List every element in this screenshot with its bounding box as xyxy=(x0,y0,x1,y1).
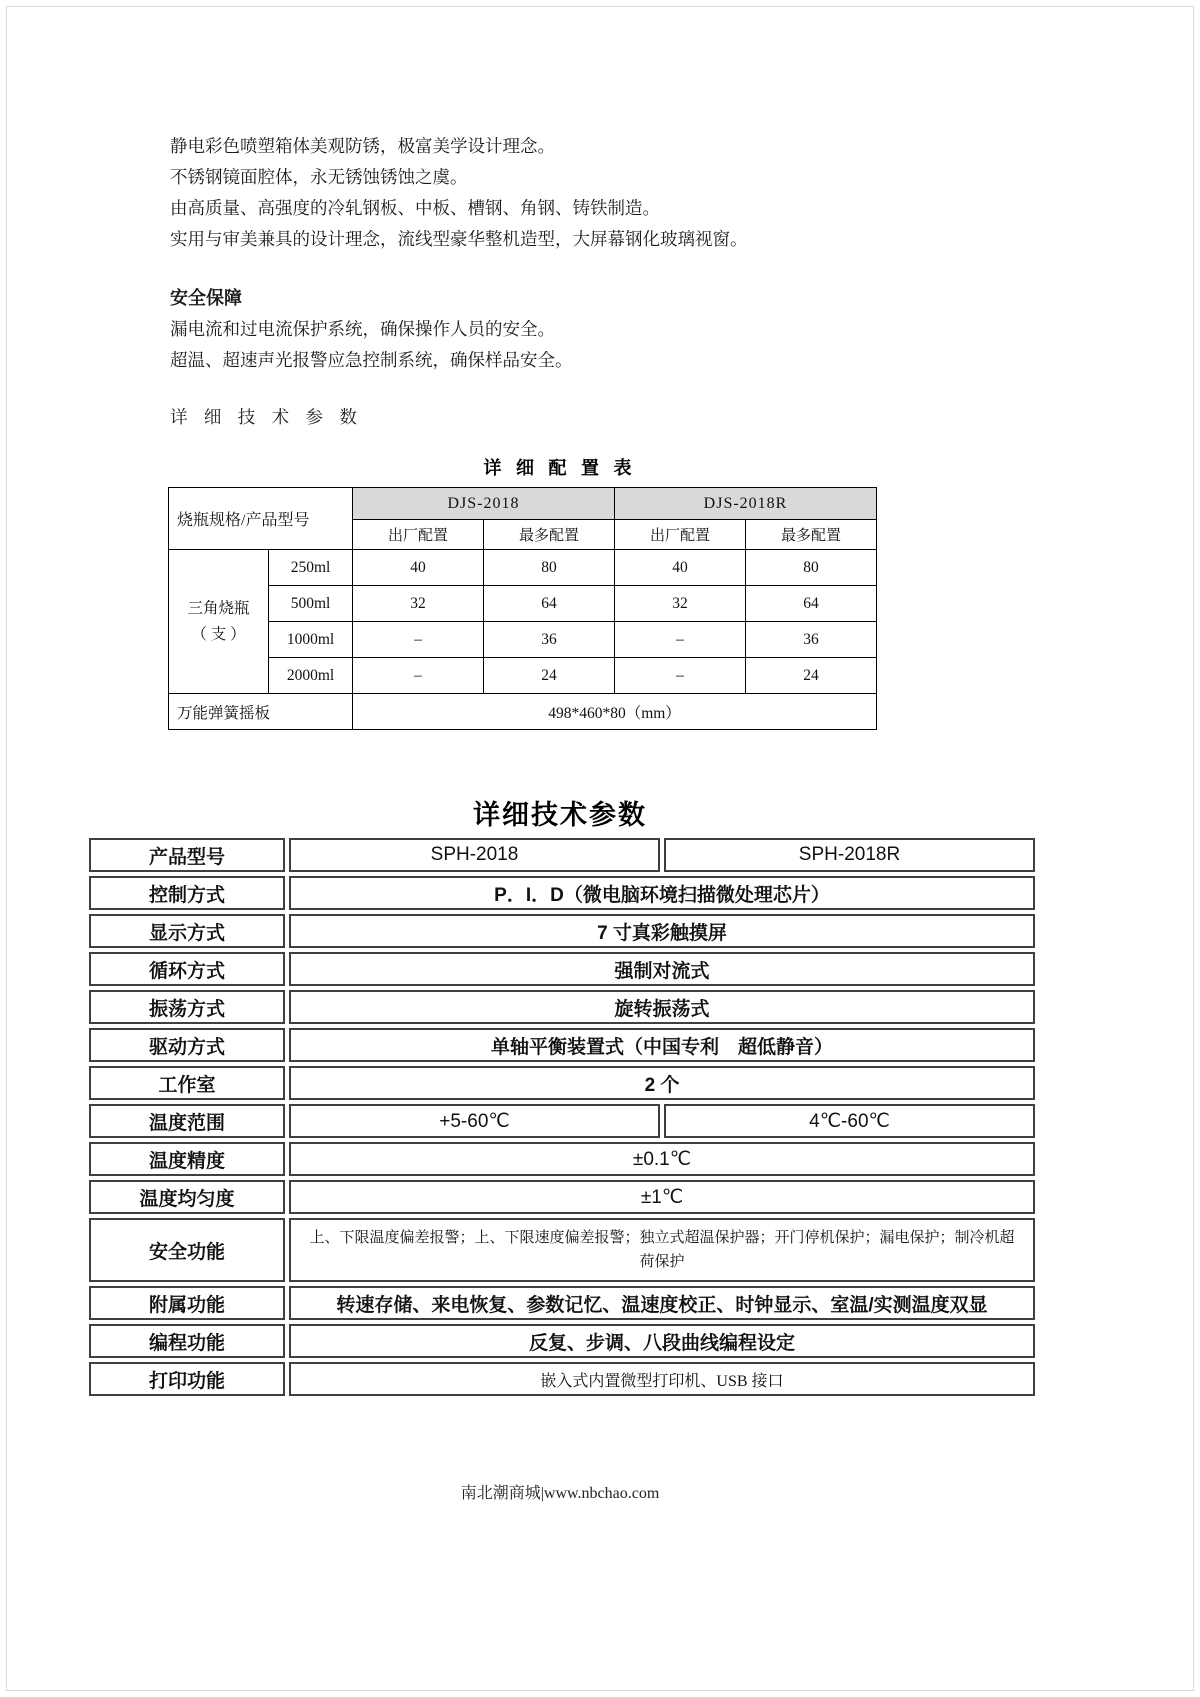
intro-line-2: 不锈钢镜面腔体，永无锈蚀锈蚀之虞。 xyxy=(170,167,468,187)
config-value-cell: 24 xyxy=(484,658,615,694)
table-row xyxy=(169,586,877,622)
spec-row-label: 温度均匀度 xyxy=(89,1180,285,1214)
table-row xyxy=(89,1362,1035,1396)
config-header-model-a: DJS-2018 xyxy=(353,488,615,520)
spec-row-label: 工作室 xyxy=(89,1066,285,1100)
config-table xyxy=(168,487,877,730)
spec-row-value: P．I．D（微电脑环境扫描微处理芯片） xyxy=(289,876,1035,910)
spec-row-value: 7 寸真彩触摸屏 xyxy=(289,914,1035,948)
footer-text: 南北潮商城|www.nbchao.com xyxy=(460,1485,660,1502)
config-shaker-label: 万能弹簧摇板 xyxy=(169,694,353,730)
spec-row-value: 转速存储、来电恢复、参数记忆、温速度校正、时钟显示、室温/实测温度双显 xyxy=(289,1286,1035,1320)
table-row xyxy=(89,990,1035,1024)
spec-row-value: 嵌入式内置微型打印机、USB 接口 xyxy=(289,1362,1035,1396)
table-row xyxy=(89,1218,1035,1282)
config-value-cell: 80 xyxy=(746,550,877,586)
intro-line-1: 静电彩色喷塑箱体美观防锈，极富美学设计理念。 xyxy=(170,136,555,156)
safety-line-2: 超温、超速声光报警应急控制系统，确保样品安全。 xyxy=(170,350,573,370)
spec-row-value: 上、下限温度偏差报警；上、下限速度偏差报警；独立式超温保护器；开门停机保护；漏电保护；制冷机超荷保护 xyxy=(289,1218,1035,1282)
intro-line-4: 实用与审美兼具的设计理念，流线型豪华整机造型，大屏幕钢化玻璃视窗。 xyxy=(170,229,748,249)
config-value-cell: – xyxy=(353,658,484,694)
config-header-model-b: DJS-2018R xyxy=(615,488,877,520)
spec-row-label: 产品型号 xyxy=(89,838,285,872)
config-subheader-max-b: 最多配置 xyxy=(746,520,877,550)
config-size-cell: 2000ml xyxy=(269,658,353,694)
table-row xyxy=(89,1324,1035,1358)
config-value-cell: 64 xyxy=(484,586,615,622)
spec-row-label: 显示方式 xyxy=(89,914,285,948)
spec-row-label: 温度范围 xyxy=(89,1104,285,1138)
table-row xyxy=(89,1286,1035,1320)
config-value-cell: – xyxy=(615,622,746,658)
config-group-label xyxy=(169,550,269,694)
config-subheader-factory-a: 出厂配置 xyxy=(353,520,484,550)
spec-row-value: 4℃-60℃ xyxy=(664,1104,1035,1138)
config-table-title: 详 细 配 置 表 xyxy=(483,458,637,478)
config-group-line-2: （ 支 ） xyxy=(191,625,246,643)
table-row xyxy=(89,1104,1035,1138)
config-size-cell: 250ml xyxy=(269,550,353,586)
config-value-cell: – xyxy=(353,622,484,658)
config-value-cell: 32 xyxy=(353,586,484,622)
spec-table xyxy=(85,834,1039,1400)
config-header-spec-model: 烧瓶规格/产品型号 xyxy=(169,488,353,550)
table-row xyxy=(89,838,1035,872)
table-row xyxy=(169,550,877,586)
spec-row-label: 安全功能 xyxy=(89,1218,285,1282)
table-row xyxy=(89,914,1035,948)
spec-row-label: 驱动方式 xyxy=(89,1028,285,1062)
config-shaker-value: 498*460*80（mm） xyxy=(353,694,877,730)
table-row xyxy=(89,952,1035,986)
config-value-cell: 36 xyxy=(484,622,615,658)
intro-section xyxy=(170,131,748,433)
spec-row-label: 振荡方式 xyxy=(89,990,285,1024)
spec-row-label: 循环方式 xyxy=(89,952,285,986)
config-size-cell: 1000ml xyxy=(269,622,353,658)
safety-heading: 安全保障 xyxy=(170,288,242,308)
config-subheader-max-a: 最多配置 xyxy=(484,520,615,550)
table-row xyxy=(89,1066,1035,1100)
config-header-row xyxy=(169,488,877,520)
spec-row-value: SPH-2018 xyxy=(289,838,660,872)
config-value-cell: 40 xyxy=(353,550,484,586)
spec-row-value: 旋转振荡式 xyxy=(289,990,1035,1024)
table-row xyxy=(89,1142,1035,1176)
spec-row-value: 2 个 xyxy=(289,1066,1035,1100)
spec-row-label: 控制方式 xyxy=(89,876,285,910)
spec-row-value: ±0.1℃ xyxy=(289,1142,1035,1176)
config-value-cell: 24 xyxy=(746,658,877,694)
spec-row-label: 温度精度 xyxy=(89,1142,285,1176)
spec-row-value: ±1℃ xyxy=(289,1180,1035,1214)
table-row xyxy=(89,1028,1035,1062)
table-row xyxy=(169,622,877,658)
detail-params-label: 详 细 技 术 参 数 xyxy=(170,407,363,427)
config-value-cell: 32 xyxy=(615,586,746,622)
spec-row-value: 强制对流式 xyxy=(289,952,1035,986)
spec-row-value: +5-60℃ xyxy=(289,1104,660,1138)
spec-row-value: 单轴平衡装置式（中国专利 超低静音） xyxy=(289,1028,1035,1062)
config-subheader-factory-b: 出厂配置 xyxy=(615,520,746,550)
config-value-cell: – xyxy=(615,658,746,694)
spec-row-value: 反复、步调、八段曲线编程设定 xyxy=(289,1324,1035,1358)
config-value-cell: 80 xyxy=(484,550,615,586)
spec-row-label: 附属功能 xyxy=(89,1286,285,1320)
table-row xyxy=(169,658,877,694)
spec-row-label: 打印功能 xyxy=(89,1362,285,1396)
table-row xyxy=(169,694,877,730)
config-value-cell: 64 xyxy=(746,586,877,622)
config-value-cell: 36 xyxy=(746,622,877,658)
spec-table-heading: 详细技术参数 xyxy=(473,800,647,830)
table-row xyxy=(89,876,1035,910)
config-value-cell: 40 xyxy=(615,550,746,586)
safety-line-1: 漏电流和过电流保护系统，确保操作人员的安全。 xyxy=(170,319,555,339)
config-size-cell: 500ml xyxy=(269,586,353,622)
config-group-line-1: 三角烧瓶 xyxy=(187,599,250,617)
table-row xyxy=(89,1180,1035,1214)
intro-line-3: 由高质量、高强度的冷轧钢板、中板、槽钢、角钢、铸铁制造。 xyxy=(170,198,660,218)
spec-row-value: SPH-2018R xyxy=(664,838,1035,872)
spec-row-label: 编程功能 xyxy=(89,1324,285,1358)
